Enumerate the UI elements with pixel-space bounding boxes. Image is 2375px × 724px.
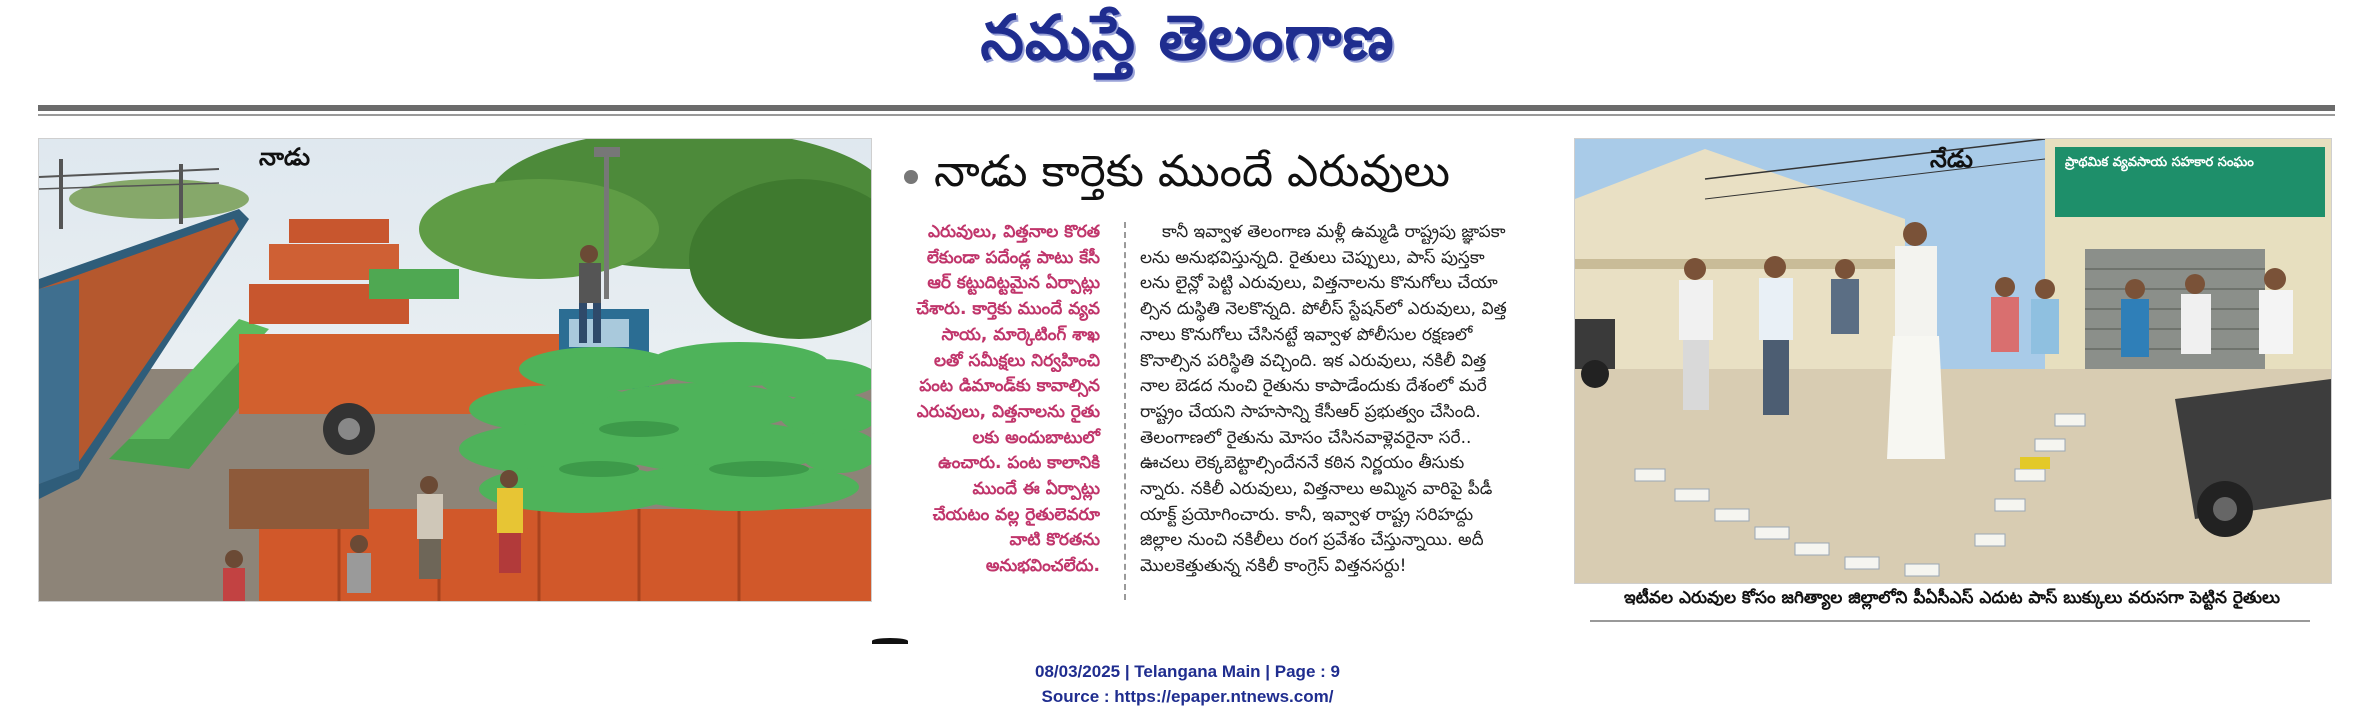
intro-line: చేయటం వల్ల రైతులెవరూ	[932, 504, 1100, 525]
body-line: నాలు కొనుగోలు చేసినట్టే ఇవ్వాళ పోలీసుల రక్షణలో	[1140, 324, 1473, 345]
body-line: లను అనుభవిస్తున్నది. రైతులు చెప్పులు, పాస్ పుస్తకా	[1140, 247, 1485, 268]
photo-caption: ఇటీవల ఎరువుల కోసం జగిత్యాల జిల్లాలోని పీఏసీఎస్ ఎదుట పాస్ బుక్కులు వరుసగా పెట్టిన రైతులు	[1624, 588, 2280, 608]
intro-line: లేకుండా పదేండ్ల పాటు కేసీ	[926, 247, 1100, 268]
body-line: జిల్లాల నుంచి నకిలీలు రంగ ప్రవేశం చేస్తున్నాయి. అదీ	[1140, 530, 1484, 551]
article-body	[1140, 220, 1535, 580]
body-line: ల్సిన దుస్థితి నెలకొన్నది. పోలీస్ స్టేషన్‌లో ఎరువులు, విత్త	[1140, 299, 1507, 320]
body-line: కానీ ఇవ్వాళ తెలంగాణ మళ్లీ ఉమ్మడి రాష్ట్రపు జ్ఞాపకా	[1162, 222, 1506, 242]
photo-label-then: నాడు	[259, 143, 310, 171]
intro-line: ముందే ఈ ఏర్పాట్లు	[972, 479, 1100, 500]
body-line: న్నారు. నకిలీ ఎరువులు, విత్తనాలు అమ్మిన వారిపై పీడీ	[1140, 479, 1493, 500]
article-headline: నాడు కార్తెకు ముందే ఎరువులు	[934, 146, 1450, 197]
photo-right-illustration	[1575, 139, 2331, 583]
body-line: రాష్ట్రం చేయని సాహసాన్ని కేసీఆర్ ప్రభుత్వం చేసింది.	[1140, 401, 1481, 422]
masthead-rule	[38, 105, 2335, 111]
edition-info: 08/03/2025 | Telangana Main | Page : 9	[1035, 662, 1340, 681]
body-line: కొనాల్సిన పరిస్థితి వచ్చింది. ఇక ఎరువులు, నకిలీ విత్త	[1140, 350, 1487, 371]
intro-line: ఆర్ కట్టుదిట్టమైన ఏర్పాట్లు	[927, 273, 1100, 294]
body-line: ఊచలు లెక్కబెట్టాల్సిందేననే కఠిన నిర్ణయం తీసుకు	[1140, 453, 1465, 474]
body-line: యాక్ట్ ప్రయోగించారు. కానీ, ఇవ్వాళ రాష్ట్ర సరిహద్దు	[1140, 504, 1474, 525]
intro-line: ఎరువులు, విత్తనాలను రైతు	[916, 401, 1100, 422]
caption-rule	[1590, 620, 2310, 622]
intro-line: చేశారు. కార్తెకు ముందే వ్యవ	[916, 299, 1100, 320]
column-divider	[1124, 222, 1126, 600]
body-line: తెలంగాణలో రైతును మోసం చేసినవాళ్లెవరైనా సరే..	[1140, 427, 1472, 448]
intro-line: వాటి కొరతను	[1009, 530, 1100, 551]
article-intro	[900, 220, 1100, 580]
page-fold-mark	[872, 638, 908, 644]
photo-label-now: నేడు	[1930, 145, 1973, 173]
headline-bullet-icon	[904, 170, 918, 184]
intro-line: లకు అందుబాటులో	[972, 427, 1100, 448]
intro-line: అనుభవించలేదు.	[985, 556, 1100, 577]
source-link[interactable]: Source : https://epaper.ntnews.com/	[1041, 687, 1334, 706]
photo-then-fertilizer-loading	[38, 138, 872, 602]
photo-now-farmers-queue	[1574, 138, 2332, 584]
masthead	[0, 0, 2375, 90]
intro-line: ఎరువులు, విత్తనాల కొరత	[927, 222, 1100, 242]
newspaper-logo: నమస్తే తెలంగాణ	[980, 1, 1395, 74]
body-line: మొలకెత్తుతున్న నకిలీ కాంగ్రెస్ విత్తనసర్దు!	[1140, 556, 1407, 577]
pacs-office-sign: ప్రాథమిక వ్యవసాయ సహకార సంఘం	[2065, 155, 2254, 170]
intro-line: లతో సమీక్షలు నిర్వహించి	[933, 350, 1100, 371]
intro-line: సాయ, మార్కెటింగ్ శాఖ	[941, 324, 1100, 345]
intro-line: పంట డిమాండ్‌కు కావాల్సిన	[919, 376, 1100, 397]
masthead-rule-thin	[38, 114, 2335, 116]
body-line: లను లైన్లో పెట్టి ఎరువులు, విత్తనాలను కొనుగోలు చేయా	[1140, 273, 1498, 294]
body-line: నాల బెడద నుంచి రైతును కాపాడేందుకు దేశంలో మరే	[1140, 376, 1487, 397]
intro-line: ఉంచారు. పంట కాలానికి	[938, 453, 1100, 474]
photo-left-illustration	[39, 139, 871, 601]
